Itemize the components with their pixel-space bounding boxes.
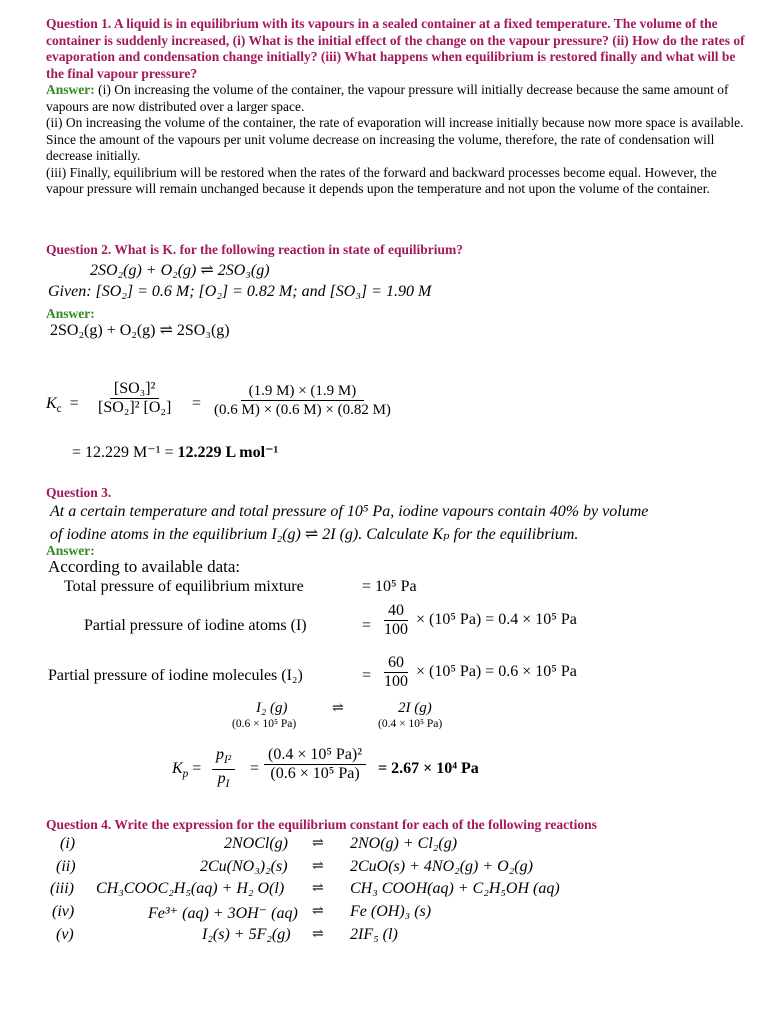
kc-fraction-numeric — [210, 382, 395, 419]
reaction-right: 2IF₅ (l) — [350, 926, 398, 943]
reaction-right: 2CuO(s) + 4NO₂(g) + O₂(g) — [350, 858, 533, 875]
question-2-reaction: 2SO₂(g) + O₂(g) ⇌ 2SO₃(g) — [90, 262, 270, 279]
reaction-left: 2Cu(NO₃)₂(s) — [200, 858, 288, 875]
equilibrium-right: 2I (g) — [398, 700, 432, 716]
equilibrium-arrow-icon: ⇌ — [312, 881, 323, 896]
answer-label: Answer: — [46, 306, 95, 321]
pi2-denominator: 100 — [384, 673, 408, 690]
answer-2-reaction: 2SO₂(g) + O₂(g) ⇌ 2SO₃(g) — [50, 322, 230, 339]
question-3-title: Question 3. — [46, 485, 112, 500]
reaction-row: (ii) — [56, 858, 76, 875]
partial-pressure-molecules-label: Partial pressure of iodine molecules (I₂) — [48, 667, 303, 684]
kc-fraction-symbolic — [94, 380, 175, 417]
reaction-left: Fe³⁺ (aq) + 3OH⁻ (aq) — [148, 905, 298, 922]
kp-denominator: (0.6 × 10⁵ Pa) — [270, 765, 360, 782]
answer-1-para-3: (iii) Finally, equilibrium will be restored when the rates of the forward and backward processes become equal. However, the vapour pressure will remain unchanged because it depends upon the temperature and not upon the volume of the container. — [46, 164, 717, 196]
reaction-left: I₂(s) + 5F₂(g) — [202, 926, 291, 943]
kp-numerator: (0.4 × 10⁵ Pa)² — [264, 746, 366, 765]
pi2-numerator: 60 — [384, 654, 408, 673]
equilibrium-right-pressure: (0.4 × 10⁵ Pa) — [378, 718, 443, 730]
pi-fraction — [380, 602, 577, 639]
reaction-left: 2NOCl(g) — [224, 835, 288, 852]
kp-fraction-numeric — [264, 746, 366, 783]
equilibrium-left: I₂ (g) — [256, 700, 288, 716]
equilibrium-arrow-icon: ⇌ — [312, 859, 323, 874]
kc-denominator: [SO₂]² [O₂] — [98, 399, 172, 416]
reaction-row: (iv) — [52, 903, 75, 920]
question-1-title: Question 1. A liquid is in equilibrium with its vapours in a sealed container at a fixed temperature. The volume of the container is suddenly increased, (i) What is the initial effect of the change on the vapour pressure? (ii) How do the rates of evaporation and condensation change initially? (iii) What happens when equilibrium is restored finally and what will be the final vapour pressure? — [46, 16, 745, 81]
pi2-result: × (10⁵ Pa) = 0.6 × 10⁵ Pa — [416, 663, 577, 681]
question-2-title: Question 2. What is K. for the following reaction in state of equilibrium? — [46, 242, 464, 257]
equilibrium-left-pressure: (0.6 × 10⁵ Pa) — [232, 718, 297, 730]
equals-sign: = — [192, 395, 202, 412]
equilibrium-arrow-icon: ⇌ — [312, 927, 323, 942]
pi2-fraction — [380, 654, 577, 691]
pi-numerator: 40 — [384, 602, 408, 621]
pi-result: × (10⁵ Pa) = 0.4 × 10⁵ Pa — [416, 611, 577, 629]
partial-pressure-atoms-label: Partial pressure of iodine atoms (I) — [84, 617, 307, 634]
equals-sign: = — [362, 667, 372, 684]
pi-denominator: 100 — [384, 621, 408, 638]
equals-sign: = — [250, 760, 260, 777]
answer-label: Answer: — [46, 82, 95, 97]
kp-result: = 2.67 × 10⁴ Pa — [378, 760, 479, 777]
kc-numeric-denominator: (0.6 M) × (0.6 M) × (0.82 M) — [214, 402, 391, 418]
reaction-right: Fe (OH)₃ (s) — [350, 903, 432, 920]
equilibrium-arrow-icon: ⇌ — [312, 836, 323, 851]
question-1 — [46, 16, 746, 198]
equals-sign: = — [362, 617, 372, 634]
total-pressure-label: Total pressure of equilibrium mixture — [64, 578, 304, 595]
question-3-text-1: At a certain temperature and total pressure of 10⁵ Pa, iodine vapours contain 40% by volume — [50, 503, 649, 520]
question-4-title: Question 4. Write the expression for the equilibrium constant for each of the following reactions — [46, 817, 597, 832]
answer-1-text-1: (i) On increasing the volume of the container, the vapour pressure will initially decrease because the same amount of vapours are now distributed over a larger space. — [46, 82, 729, 114]
equilibrium-arrow-icon: ⇌ — [332, 701, 343, 716]
reaction-right: CH₃ COOH(aq) + C₂H₅OH (aq) — [350, 880, 560, 897]
total-pressure-value: = 10⁵ Pa — [362, 578, 417, 595]
kc-numerator: [SO₃]² — [110, 380, 159, 399]
question-3-text-2: of iodine atoms in the equilibrium I₂(g) ⇌ 2I (g). Calculate Kₚ for the equilibrium. — [50, 526, 579, 543]
kp-symbol: $K_p$ = — [172, 760, 202, 781]
reaction-right: 2NO(g) + Cl₂(g) — [350, 835, 458, 852]
answer-label: Answer: — [46, 543, 95, 558]
kc-numeric-numerator: (1.9 M) × (1.9 M) — [241, 382, 365, 401]
reaction-left: CH₃COOC₂H₅(aq) + H₂ O(l) — [96, 880, 285, 897]
reaction-row: (iii) — [50, 880, 74, 897]
reaction-row: (i) — [60, 835, 76, 852]
answer-1-para-1 — [46, 82, 746, 115]
answer-1-para-2: (ii) On increasing the volume of the container, the rate of evaporation will increase initially because now more space is available. Since the amount of the vapours per unit volume decrease on increasing the volume, therefore, the rate of condensation will decrease initially. — [46, 115, 744, 163]
kc-result: = 12.229 M⁻¹ = 12.229 L mol⁻¹ — [72, 444, 279, 461]
question-2-given: Given: [SO₂] = 0.6 M; [O₂] = 0.82 M; and [SO₃] = 1.90 M — [48, 283, 432, 300]
according-text: According to available data: — [48, 557, 241, 576]
reaction-row: (v) — [56, 926, 74, 943]
equilibrium-arrow-icon: ⇌ — [312, 904, 323, 919]
kp-fraction-symbolic: $\frac{p_{I^2}}{p_I}$ — [212, 746, 235, 793]
kc-symbol: $K_c$ = — [46, 395, 79, 416]
